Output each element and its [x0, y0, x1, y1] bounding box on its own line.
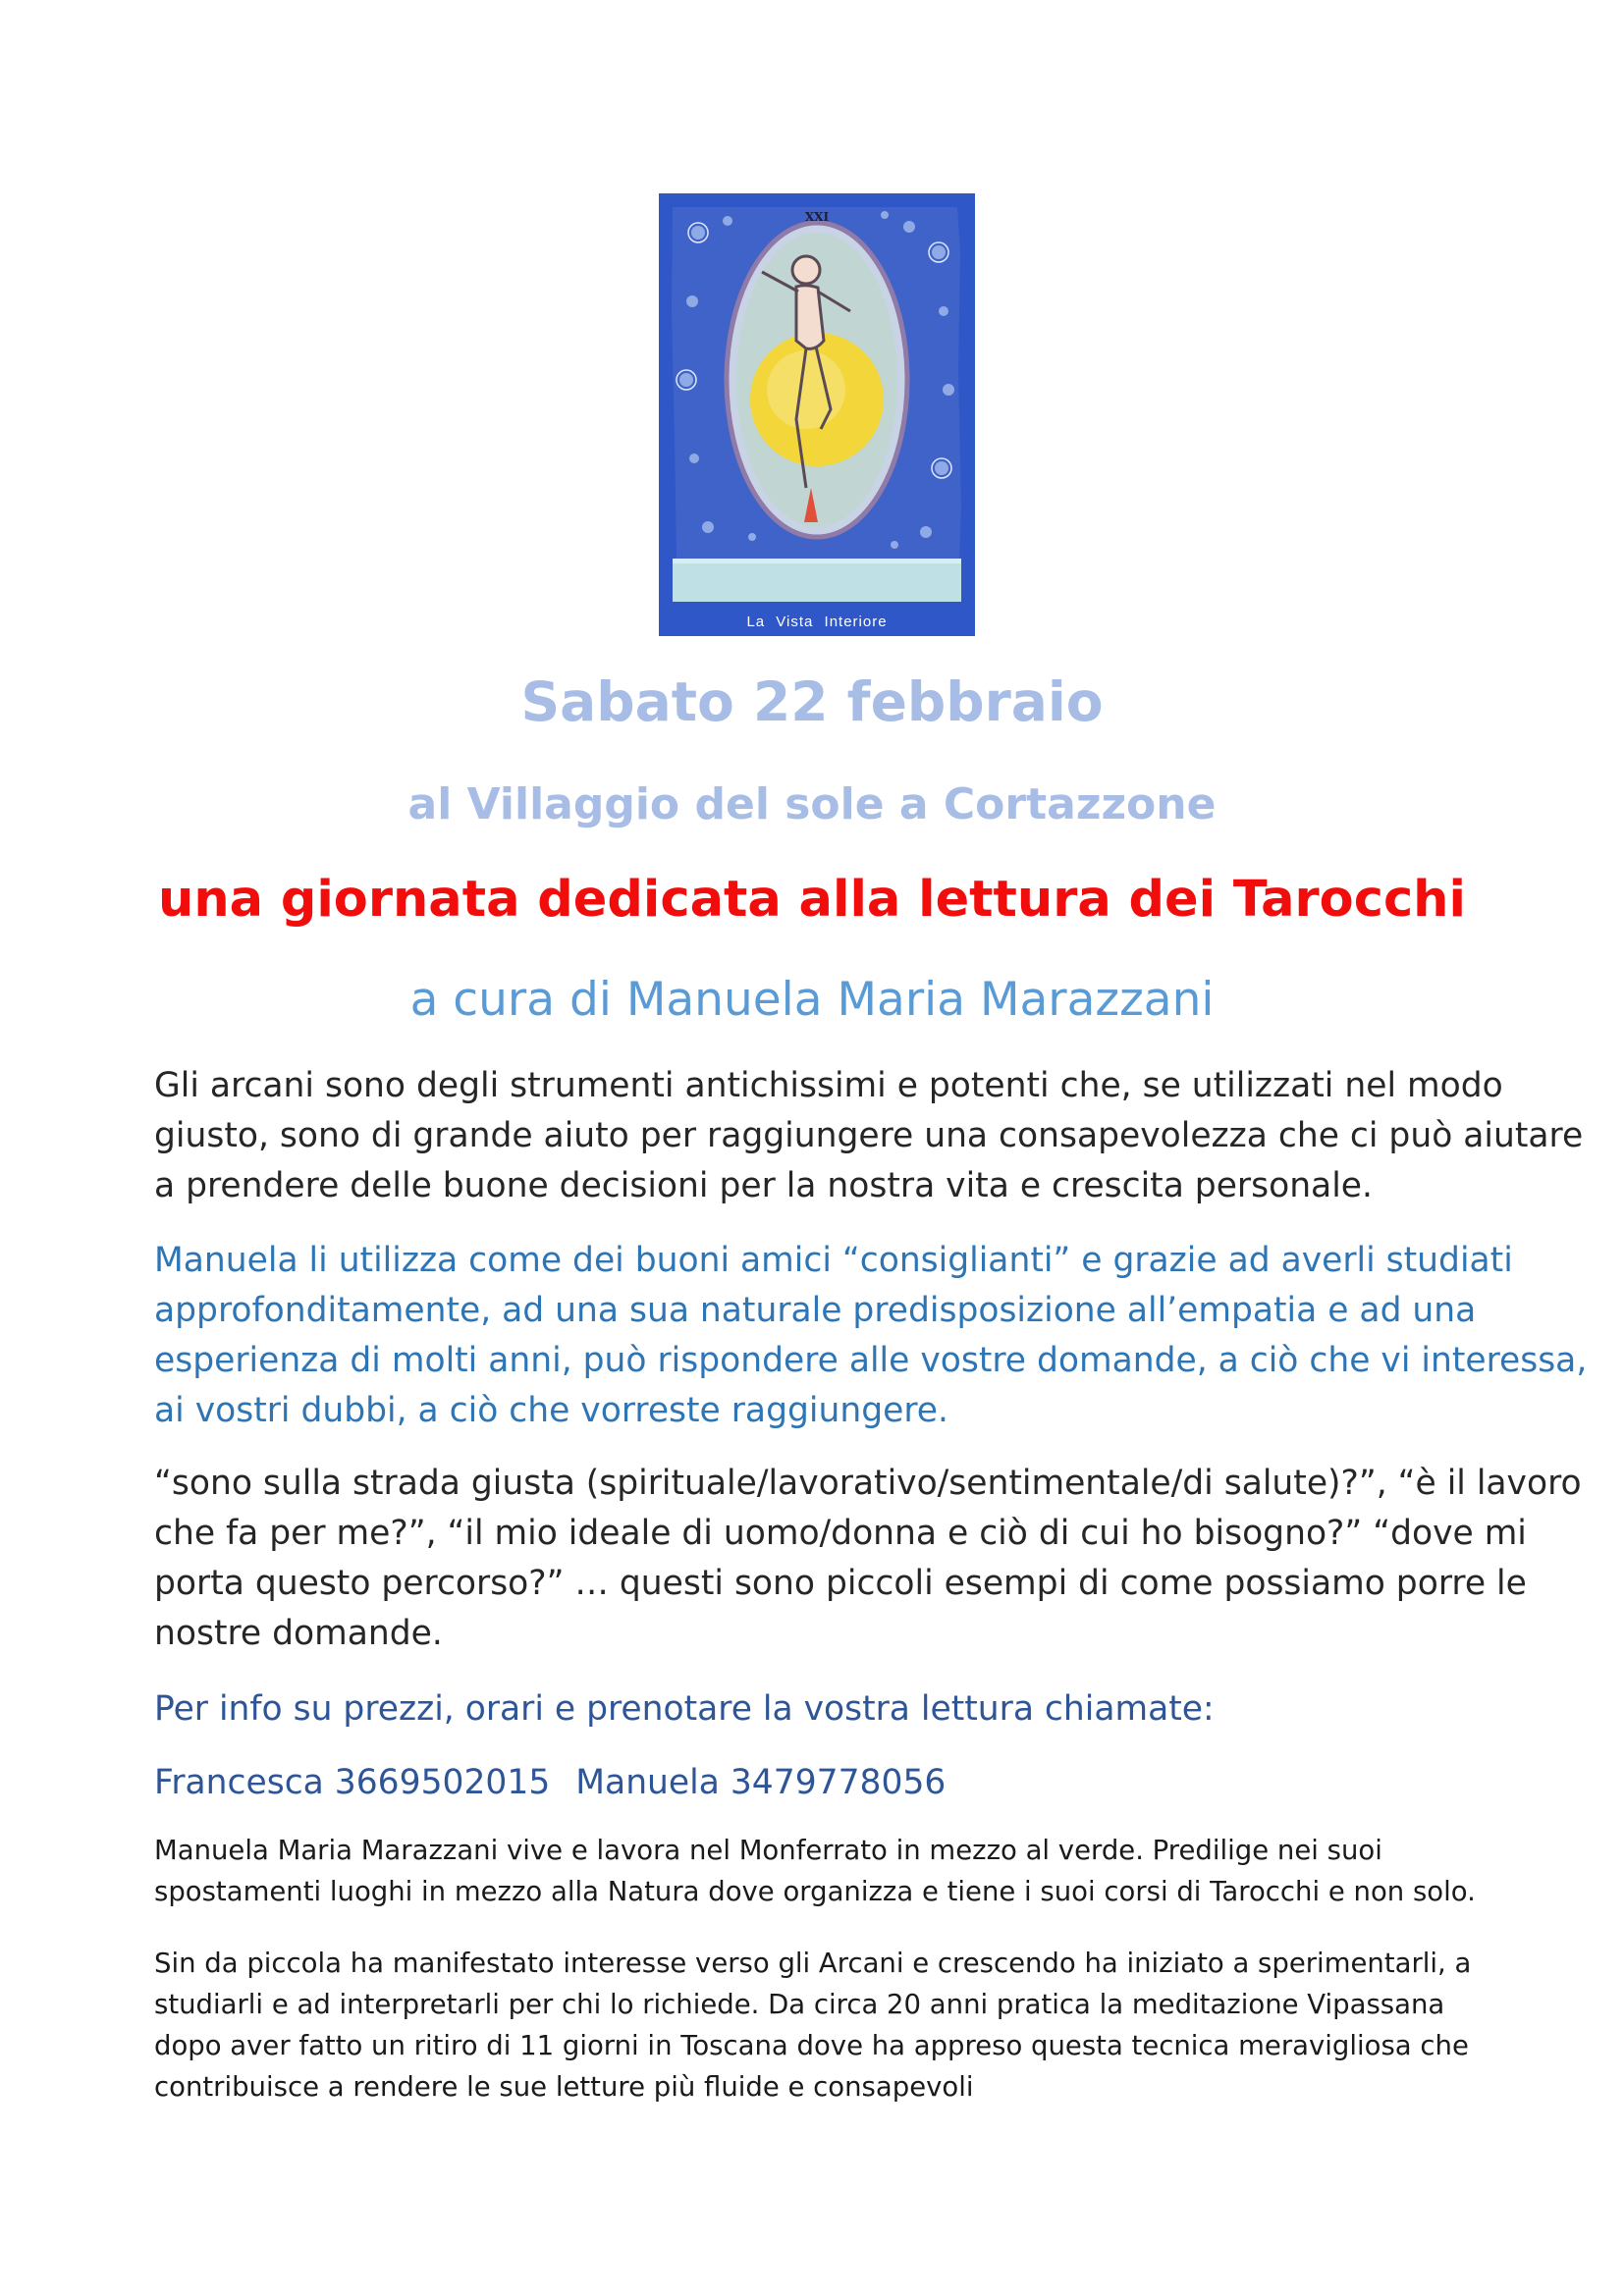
- contact-francesca: Francesca 3669502015: [154, 1763, 551, 1802]
- manuela-line: approfonditamente, ad una sua naturale predisposizione all’empatia e ad una: [154, 1291, 1477, 1330]
- bio2-line: studiarli e ad interpretarli per chi lo richiede. Da circa 20 anni pratica la meditazione Vipassana: [154, 1989, 1445, 2020]
- card-numeral: XXI: [804, 210, 830, 224]
- questions-line: “sono sulla strada giusta (spirituale/lavorativo/sentimentale/di salute)?”, “è il lavoro: [154, 1464, 1582, 1503]
- contact-manuela: Manuela 3479778056: [575, 1763, 947, 1802]
- tarot-card-image: [659, 193, 975, 636]
- questions-line: che fa per me?”, “il mio ideale di uomo/donna e ciò di cui ho bisogno?” “dove mi: [154, 1514, 1527, 1553]
- event-author-heading: a cura di Manuela Maria Marazzani: [409, 973, 1215, 1027]
- bio-paragraph-2: [154, 1943, 1480, 2108]
- bio2-line: dopo aver fatto un ritiro di 11 giorni in Toscana dove ha appreso questa tecnica meravigliosa che: [154, 2030, 1469, 2061]
- tarot-card-illustration: [659, 193, 975, 636]
- event-title-heading: una giornata dedicata alla lettura dei Tarocchi: [158, 871, 1466, 929]
- intro-paragraph: [154, 1061, 1584, 1211]
- info-paragraph: [154, 1684, 1480, 1735]
- event-date-heading: Sabato 22 febbraio: [520, 670, 1104, 733]
- contacts-paragraph: [154, 1758, 1480, 1808]
- card-caption: La Vista Interiore: [746, 614, 888, 630]
- bio1-line: Manuela Maria Marazzani vive e lavora nel Monferrato in mezzo al verde. Predilige nei suoi: [154, 1835, 1382, 1866]
- intro-line: a prendere delle buone decisioni per la nostra vita e crescita personale.: [154, 1166, 1373, 1205]
- bio1-line: spostamenti luoghi in mezzo alla Natura dove organizza e tiene i suoi corsi di Tarocchi e non solo.: [154, 1876, 1476, 1907]
- card-base: [673, 559, 961, 602]
- bio2-line: contribuisce a rendere le sue letture più fluide e consapevoli: [154, 2071, 974, 2103]
- manuela-paragraph: [154, 1236, 1588, 1436]
- manuela-line: Manuela li utilizza come dei buoni amici “consiglianti” e grazie ad averli studiati: [154, 1241, 1513, 1280]
- questions-line: porta questo percorso?” … questi sono piccoli esempi di come possiamo porre le: [154, 1564, 1527, 1603]
- intro-line: Gli arcani sono degli strumenti antichissimi e potenti che, se utilizzati nel modo: [154, 1066, 1503, 1105]
- bio2-line: Sin da piccola ha manifestato interesse verso gli Arcani e crescendo ha iniziato a sperimentarli, a: [154, 1948, 1472, 1979]
- questions-paragraph: [154, 1459, 1582, 1659]
- event-place-heading: al Villaggio del sole a Cortazzone: [407, 779, 1217, 829]
- contacts-line: [154, 1758, 1480, 1808]
- intro-line: giusto, sono di grande aiuto per raggiungere una consapevolezza che ci può aiutare: [154, 1116, 1584, 1155]
- bio-paragraph-1: [154, 1830, 1480, 1912]
- info-line: Per info su prezzi, orari e prenotare la vostra lettura chiamate:: [154, 1689, 1215, 1729]
- manuela-line: ai vostri dubbi, a ciò che vorreste raggiungere.: [154, 1391, 948, 1430]
- manuela-line: esperienza di molti anni, può rispondere alle vostre domande, a ciò che vi interessa,: [154, 1341, 1588, 1380]
- questions-line: nostre domande.: [154, 1614, 443, 1653]
